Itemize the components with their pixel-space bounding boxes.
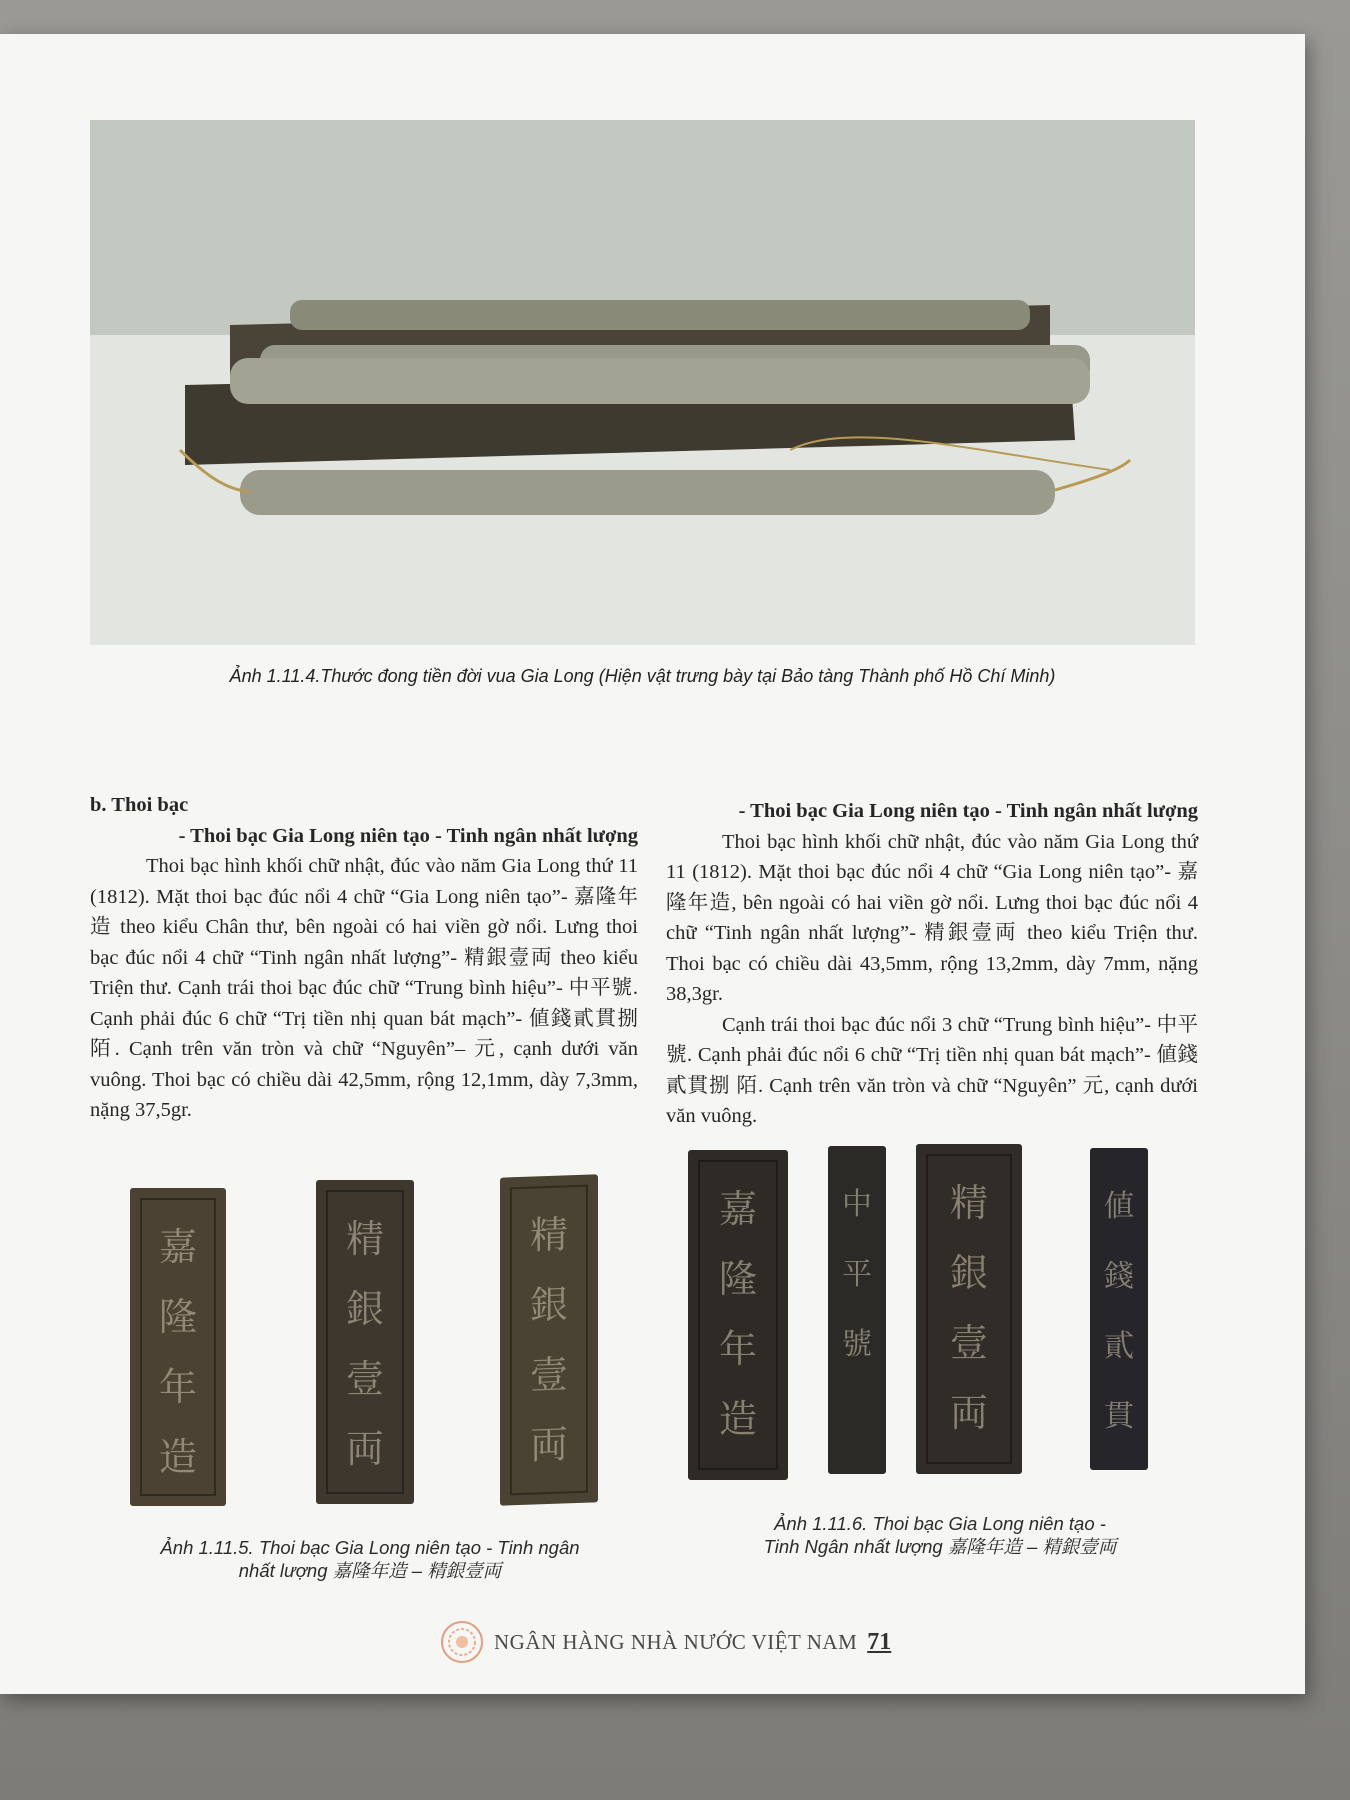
silver-ingot-photo [500, 1174, 598, 1505]
silver-ingot-photo [1090, 1148, 1148, 1470]
left-text-column [90, 790, 638, 1126]
footer-title: NGÂN HÀNG NHÀ NƯỚC VIỆT NAM [494, 1629, 858, 1654]
ingot-inscription: 中 平 號 [842, 1187, 872, 1362]
section-heading: b. Thoi bạc [90, 794, 189, 816]
silver-ingot-photo [316, 1180, 414, 1504]
caption-right-line-1: Ảnh 1.11.6. Thoi bạc Gia Long niên tạo - [774, 1513, 1106, 1534]
caption-left-ingots [120, 1536, 620, 1582]
silver-ingot-photo [916, 1144, 1022, 1474]
section-subheading-left: - Thoi bạc Gia Long niên tạo - Tinh ngân nhất lượng [178, 824, 638, 847]
bank-emblem-icon [440, 1620, 484, 1664]
ingot-inscription: 値 錢 貳 貫 [1104, 1189, 1134, 1434]
book-page [0, 34, 1305, 1694]
section-subheading-right: - Thoi bạc Gia Long niên tạo - Tinh ngân nhất lượng [738, 800, 1198, 822]
silver-ingot-photo [828, 1146, 886, 1474]
caption-left-line-2: nhất lượng 嘉隆年造 – 精銀壹両 [238, 1560, 502, 1581]
right-paragraph-1: Thoi bạc hình khối chữ nhật, đúc vào năm Gia Long thứ 11 (1812). Mặt thoi bạc đúc nổi 4 chữ “Gia Long niên tạo”- 嘉隆年造, bên ngoài có hai viền gờ nổi. Lưng thoi bạc đúc nổi 4 chữ “Tinh ngân nhất lượng”- 精銀壹両 theo kiểu Triện thư. Thoi bạc có chiều dài 43,5mm, rộng 13,2mm, dày 7mm, nặng 38,3gr. [666, 830, 1198, 1005]
right-text-column [666, 796, 1198, 1132]
ingot-inscription: 精 銀 壹 両 [345, 1217, 384, 1471]
right-paragraph-2: Cạnh trái thoi bạc đúc nổi 3 chữ “Trung bình hiệu”- 中平號. Cạnh phải đúc nổi 6 chữ “Trị tiền nhị quan bát mạch”- 値錢貳貫捌 陌. Cạnh trên văn tròn và chữ “Nguyên” 元, cạnh dưới văn vuông. [666, 1013, 1198, 1127]
page-number: 71 [867, 1628, 892, 1655]
caption-left-line-1: Ảnh 1.11.5. Thoi bạc Gia Long niên tạo - Tinh ngân [160, 1537, 580, 1558]
photo-caption-top: Ảnh 1.11.4.Thước đong tiền đời vua Gia Long (Hiện vật trưng bày tại Bảo tàng Thành phố Hồ Chí Minh) [229, 666, 1056, 686]
ingot-inscription: 嘉 隆 年 造 [158, 1225, 197, 1479]
page-footer [440, 1622, 891, 1662]
left-paragraph: Thoi bạc hình khối chữ nhật, đúc vào năm Gia Long thứ 11 (1812). Mặt thoi bạc đúc nổi 4 chữ “Gia Long niên tạo”- 嘉隆年造 theo kiểu Chân thư, bên ngoài có hai viền gờ nổi. Lưng thoi bạc đúc nổi 4 chữ “Tinh ngân nhất lượng”- 精銀壹両 theo kiểu Triện thư. Cạnh trái thoi bạc đúc chữ “Trung bình hiệu”- 中平號. Cạnh phải đúc 6 chữ “Trị tiền nhị quan bát mạch”- 値錢貳貫捌陌. Cạnh trên văn tròn và chữ “Nguyên”– 元, cạnh dưới văn vuông. Thoi bạc có chiều dài 42,5mm, rộng 12,1mm, dày 7,3mm, nặng 37,5gr. [90, 855, 638, 1121]
coin-rack-illustration [90, 120, 1195, 645]
caption-right-ingots [720, 1512, 1160, 1558]
ingot-inscription: 精 銀 壹 両 [529, 1212, 568, 1468]
silver-ingot-photo [130, 1188, 226, 1506]
silver-ingot-photo [688, 1150, 788, 1480]
coin-measuring-rack-photo [90, 120, 1195, 645]
ingot-inscription: 精 銀 壹 両 [949, 1181, 988, 1435]
ingot-inscription: 嘉 隆 年 造 [718, 1187, 757, 1441]
caption-right-line-2: Tinh Ngân nhất lượng 嘉隆年造 – 精銀壹両 [763, 1536, 1117, 1557]
